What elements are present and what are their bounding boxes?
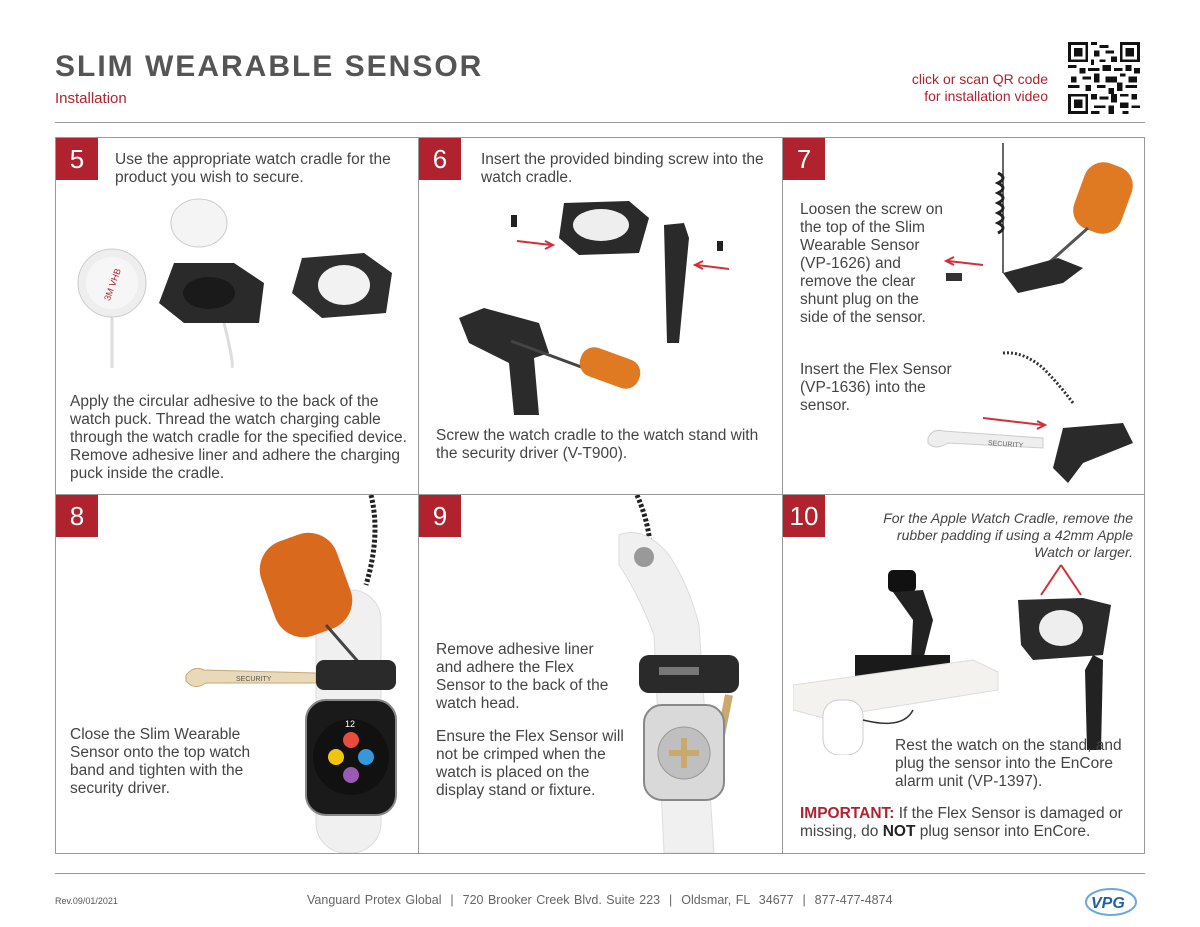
footer-rule: [55, 873, 1145, 874]
step-5-illustration: [64, 193, 409, 368]
revision-date: Rev.09/01/2021: [55, 896, 118, 906]
vpg-logo: [1085, 887, 1137, 917]
step-number: 9: [419, 495, 461, 537]
page-title: SLIM WEARABLE SENSOR: [55, 50, 484, 83]
header-rule: [55, 122, 1145, 123]
step-6-illustration: [439, 193, 769, 418]
important-text-1: If the Flex Sensor is damaged or missing, do: [800, 805, 1123, 840]
step-7-illustration-bottom: [923, 343, 1143, 488]
vpg-logo-text: VPG: [1091, 895, 1125, 912]
important-warning: [800, 805, 1130, 841]
step-7-panel: [783, 138, 1145, 495]
adhesive-sticker-label: 3M VHB: [102, 267, 123, 302]
step-7-illustration-top: [938, 143, 1143, 303]
step-5-detail: Apply the circular adhesive to the back of the watch puck. Thread the watch charging cable through the watch cradle for the specified device. Remove adhesive liner and adhere the charging puck inside the cradle.: [70, 393, 407, 482]
step-6-detail: Screw the watch cradle to the watch stand with the security driver (V-T900).: [436, 427, 759, 462]
step-10-illustration: [793, 560, 1138, 755]
important-not: NOT: [882, 823, 916, 840]
step-6-panel: [419, 138, 783, 495]
step-8-panel: [56, 495, 419, 853]
step-10-instruction: Rest the watch on the stand, and plug the sensor into the EnCore alarm unit (VP-1397).: [895, 737, 1122, 790]
watch-date: 12: [345, 719, 356, 729]
important-text-2: plug sensor into EnCore.: [915, 823, 1091, 840]
step-10-note: For the Apple Watch Cradle, remove the rubber padding if using a 42mm Apple Watch or larger.: [883, 510, 1133, 560]
step-6-instruction: Insert the provided binding screw into the watch cradle.: [481, 151, 764, 186]
step-9-panel: [419, 495, 783, 853]
step-5-panel: [56, 138, 419, 495]
company-address: Vanguard Protex Global | 720 Brooker Creek Blvd. Suite 223 | Oldsmar, FL 34677 | 877-477-4874: [307, 893, 893, 907]
step-5-instruction: Use the appropriate watch cradle for the product you wish to secure.: [115, 151, 391, 186]
step-10-panel: [783, 495, 1145, 853]
qr-line-2: for installation video: [924, 88, 1048, 104]
important-label: IMPORTANT:: [800, 805, 895, 822]
step-number: 7: [783, 138, 825, 180]
step-number: 10: [783, 495, 825, 537]
qr-line-1: click or scan QR code: [911, 71, 1048, 87]
step-7-instruction-2: Insert the Flex Sensor (VP-1636) into the sensor.: [800, 361, 952, 414]
step-number: 8: [56, 495, 98, 537]
step-number: 6: [419, 138, 461, 180]
flex-sensor-label: SECURITY: [987, 440, 1024, 450]
step-7-instruction-1: Loosen the screw on the top of the Slim Wearable Sensor (VP-1626) and remove the clear shunt plug on the side of the sensor.: [800, 201, 944, 326]
step-9-instruction-2: Ensure the Flex Sensor will not be crimped when the watch is placed on the display stand or fixture.: [436, 728, 624, 799]
step-number: 5: [56, 138, 98, 180]
qr-code[interactable]: [1068, 42, 1140, 114]
step-8-instruction: Close the Slim Wearable Sensor onto the top watch band and tighten with the security driver.: [70, 726, 251, 797]
flex-sensor-label: SECURITY: [236, 676, 272, 683]
steps-grid: [55, 137, 1145, 854]
qr-instructions: [912, 71, 1048, 105]
step-8-illustration: [176, 495, 411, 853]
step-9-instruction-1: Remove adhesive liner and adhere the Flex Sensor to the back of the watch head.: [436, 641, 609, 712]
page-subtitle: Installation: [55, 90, 127, 107]
